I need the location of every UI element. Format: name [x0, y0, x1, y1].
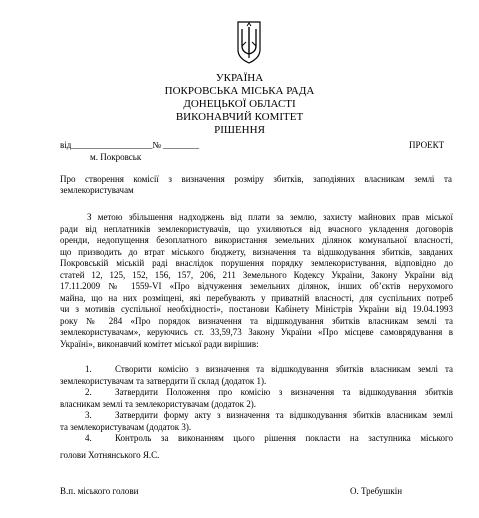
item-text: землекористувачам та затвердити її склад (додаток 1).	[60, 375, 267, 386]
item-text: власникам землі та землекористувачам (додаток 2).	[60, 398, 257, 409]
signature-position: В.п. міського голови	[60, 486, 139, 496]
item-number: 4.	[85, 433, 92, 443]
preamble-line: року № 284 «Про порядок визначення та відшкодування збитків власникам землі та	[60, 315, 453, 326]
item-number: 1.	[85, 364, 92, 374]
preamble-line: землекористувачам», керуючись ст. 33,59,73 Закону України «Про місцеве самоврядування в	[60, 327, 453, 337]
header-committee: ВИКОНАВЧИЙ КОМІТЕТ	[175, 111, 304, 123]
item-number: 2.	[85, 387, 92, 397]
item-text: Створити комісію з визначення та відшкодування збитків власникам землі та	[115, 364, 453, 374]
header-doc-type: РІШЕННЯ	[214, 124, 265, 136]
preamble-line: З метою збільшення надходжень від плати за землю, захисту майнових прав міської	[87, 212, 453, 222]
signature-name: О. Требушкін	[350, 486, 403, 496]
item-number: 3.	[85, 410, 92, 420]
preamble-line: оренди, недопущення безоплатного використання земельних ділянок комунальної власності,	[60, 235, 453, 245]
item-text: Затвердити форму акту з визначення та відшкодування збитків власникам землі	[115, 410, 453, 420]
trident-emblem-icon	[236, 20, 262, 64]
preamble-line: статей 12, 125, 152, 156, 157, 206, 211 Земельного Кодексу України, Закону України від	[60, 269, 453, 280]
header-country: УКРАЇНА	[215, 72, 264, 84]
preamble-line: що призводить до втрат міського бюджету, визначення та відшкодування збитків, завданих	[60, 246, 453, 257]
item-text: Затвердити Положення про комісію з визначення та відшкодування збитків	[115, 387, 453, 397]
decision-title-line: Про створення комісії з визначення розміру збитків, заподіяних власникам землі та	[60, 174, 452, 184]
preamble-line: 17.11.2009 № 1559-VI «Про відчуження земельних ділянок, інших об’єктів нерухомого	[60, 281, 453, 291]
draft-label: ПРОЕКТ	[409, 140, 445, 150]
preamble-line: майна, що на них розміщені, які перебувають у приватній власності, для суспільних потреб	[60, 292, 453, 303]
header-region: ДОНЕЦЬКОЇ ОБЛАСТІ	[183, 98, 296, 110]
item-text: Контроль за виконанням цього рішення покласти на заступника міського	[115, 433, 453, 443]
item-text: голови Хотнянського Я.С.	[60, 450, 160, 460]
date-number-line: від__________________№ ________	[60, 140, 200, 150]
city-label: м. Покровськ	[90, 152, 142, 162]
preamble-line: Україні», виконавчий комітет міської ради вирішив:	[60, 338, 259, 349]
preamble-line: ради від неплатників землекористувачів, що ухиляються від вчасного укладення договорів	[60, 223, 453, 234]
decision-title-line: землекористувачам	[60, 185, 134, 195]
preamble-line: чи з мотивів суспільної необхідності», постанови Кабінету Міністрів України від 19.04.1993	[60, 304, 453, 314]
header-council: ПОКРОВСЬКА МІСЬКА РАДА	[164, 85, 315, 97]
item-text: та землекористувачам (додаток 3).	[60, 421, 192, 432]
preamble-line: Покровській міській раді внаслідок порушення порядку землекористування, відповідно до	[60, 258, 453, 268]
